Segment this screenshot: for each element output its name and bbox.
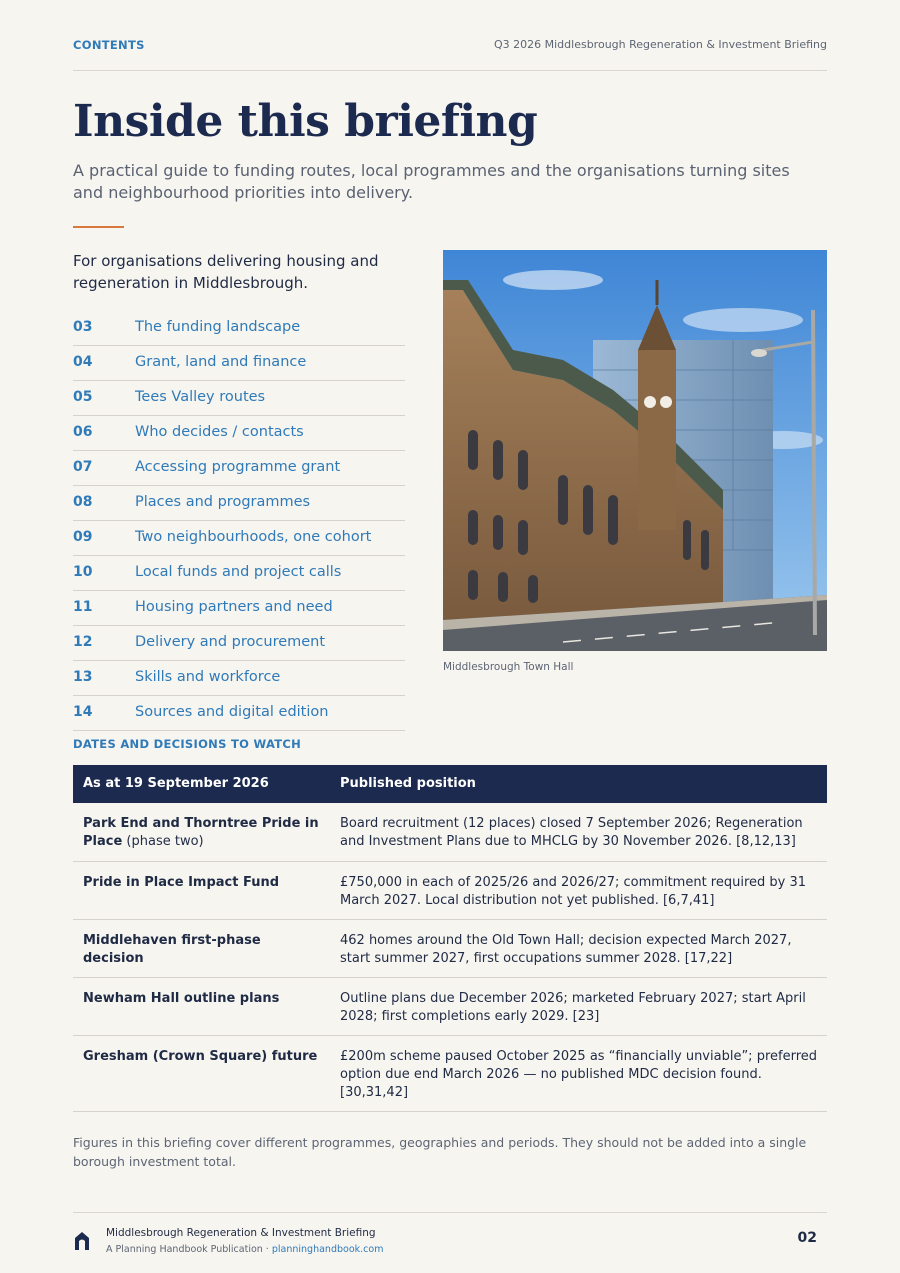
dates-table — [73, 765, 827, 1112]
publisher-link[interactable]: planninghandbook.com — [271, 1244, 384, 1255]
column-header-position: Published position — [340, 776, 476, 791]
toc-number: 08 — [73, 494, 93, 510]
toc-link[interactable]: Local funds and project calls — [135, 564, 342, 580]
toc-item[interactable] — [73, 696, 405, 731]
town-hall-image — [443, 250, 827, 651]
toc-link[interactable]: Sources and digital edition — [135, 704, 329, 720]
accent-bar — [73, 226, 124, 228]
publisher-text: A Planning Handbook Publication · — [106, 1244, 272, 1255]
toc-item[interactable] — [73, 486, 405, 521]
toc-link[interactable]: Tees Valley routes — [135, 389, 266, 405]
table-of-contents — [73, 311, 405, 731]
publication-title: Q3 2026 Middlesbrough Regeneration & Investment Briefing — [493, 38, 827, 51]
toc-item[interactable] — [73, 311, 405, 346]
footer-publisher — [106, 1244, 383, 1255]
toc-number: 14 — [73, 704, 93, 720]
column-header-date: As at 19 September 2026 — [83, 776, 269, 791]
row-item — [83, 932, 323, 968]
row-item-title: Middlehaven first-phase decision — [83, 933, 261, 966]
footnote: Figures in this briefing cover different programmes, geographies and periods. They should not be added into a single borough investment total. — [73, 1135, 807, 1169]
page-number: 02 — [797, 1230, 817, 1246]
toc-link[interactable]: Skills and workforce — [135, 669, 281, 685]
running-header — [73, 38, 827, 54]
toc-number: 05 — [73, 389, 93, 405]
toc-item[interactable] — [73, 346, 405, 381]
toc-item[interactable] — [73, 451, 405, 486]
footer-divider — [73, 1212, 827, 1213]
row-position: Outline plans due December 2026; marketed February 2027; start April 2028; first completions early 2029. [23] — [340, 991, 806, 1024]
toc-number: 10 — [73, 564, 93, 580]
row-position: £200m scheme paused October 2025 as “financially unviable”; preferred option due end March 2026 — no published MDC decision found. [30,31,42] — [340, 1049, 818, 1100]
row-position: Board recruitment (12 places) closed 7 September 2026; Regeneration and Investment Plans due to MHCLG by 30 November 2026. [8,12,13] — [340, 816, 803, 849]
toc-link[interactable]: Delivery and procurement — [135, 634, 326, 650]
row-item — [83, 1048, 323, 1066]
footer-title: Middlesbrough Regeneration & Investment Briefing — [106, 1227, 376, 1239]
toc-item[interactable] — [73, 416, 405, 451]
toc-link[interactable]: Places and programmes — [135, 494, 311, 510]
table-header — [73, 765, 827, 803]
toc-number: 13 — [73, 669, 93, 685]
row-position: 462 homes around the Old Town Hall; decision expected March 2027, start summer 2027, first occupations summer 2028. [17,22] — [340, 933, 792, 966]
table-row — [73, 1036, 827, 1112]
row-item — [83, 815, 323, 851]
row-item-title: Newham Hall outline plans — [83, 991, 280, 1006]
row-item-title: Park End and Thorntree Pride in Place — [83, 816, 319, 849]
publisher-logo-icon — [73, 1229, 91, 1251]
dates-section-heading: DATES AND DECISIONS TO WATCH — [73, 737, 302, 751]
row-item — [83, 874, 323, 892]
toc-number: 12 — [73, 634, 93, 650]
toc-number: 11 — [73, 599, 93, 615]
photo-caption: Middlesbrough Town Hall — [443, 661, 574, 673]
lede: A practical guide to funding routes, local programmes and the organisations turning sites and neighbourhood priorities into delivery. — [73, 161, 790, 202]
toc-link[interactable]: The funding landscape — [135, 319, 301, 335]
page — [73, 0, 827, 1273]
toc-number: 09 — [73, 529, 93, 545]
toc-number: 04 — [73, 354, 93, 370]
header-divider — [73, 70, 827, 71]
toc-link[interactable]: Two neighbourhoods, one cohort — [135, 529, 372, 545]
toc-item[interactable] — [73, 591, 405, 626]
toc-number: 07 — [73, 459, 93, 475]
toc-item[interactable] — [73, 661, 405, 696]
table-row — [73, 803, 827, 862]
toc-item[interactable] — [73, 556, 405, 591]
toc-link[interactable]: Who decides / contacts — [135, 424, 304, 440]
intro-text: For organisations delivering housing and regeneration in Middlesbrough. — [73, 252, 379, 292]
table-row — [73, 978, 827, 1036]
row-item-title: Gresham (Crown Square) future — [83, 1049, 318, 1064]
toc-item[interactable] — [73, 521, 405, 556]
toc-item[interactable] — [73, 626, 405, 661]
row-item-qualifier: (phase two) — [122, 834, 204, 849]
town-hall-photo — [443, 250, 827, 651]
toc-number: 06 — [73, 424, 93, 440]
toc-number: 03 — [73, 319, 93, 335]
page-title: Inside this briefing — [73, 96, 538, 147]
toc-link[interactable]: Housing partners and need — [135, 599, 333, 615]
row-item-title: Pride in Place Impact Fund — [83, 875, 280, 890]
row-item — [83, 990, 323, 1008]
row-position: £750,000 in each of 2025/26 and 2026/27; commitment required by 31 March 2027. Local distribution not yet published. [6,7,41] — [340, 875, 807, 908]
table-row — [73, 862, 827, 920]
toc-item[interactable] — [73, 381, 405, 416]
toc-link[interactable]: Accessing programme grant — [135, 459, 341, 475]
toc-link[interactable]: Grant, land and finance — [135, 354, 307, 370]
table-row — [73, 920, 827, 978]
section-label: CONTENTS — [73, 38, 145, 52]
